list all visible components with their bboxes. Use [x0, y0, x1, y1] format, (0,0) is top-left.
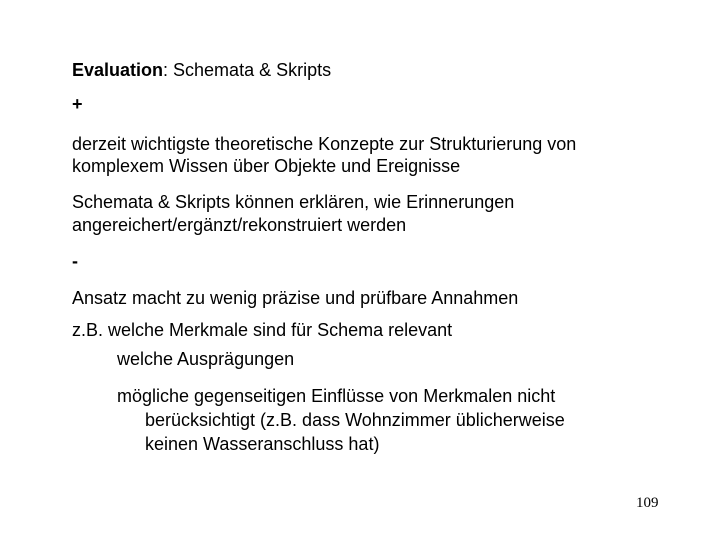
pro-1-line-2: komplexem Wissen über Objekte und Ereignisse [72, 156, 461, 176]
slide-title-rest: : Schemata & Skripts [163, 60, 332, 80]
page-number: 109 [636, 495, 659, 511]
slide-title [72, 59, 331, 82]
example-3-line-2: berücksichtigt (z.B. dass Wohnzimmer üblicherweise [145, 410, 565, 430]
pro-1-line-1: derzeit wichtigste theoretische Konzepte zur Strukturierung von [72, 134, 577, 154]
example-3-line-1: mögliche gegenseitigen Einflüsse von Merkmalen nicht [117, 386, 556, 406]
minus-marker: - [72, 251, 78, 271]
plus-marker: + [72, 94, 83, 114]
con-1: Ansatz macht zu wenig präzise und prüfbare Annahmen [72, 288, 519, 308]
example-3-line-3: keinen Wasseranschluss hat) [145, 434, 380, 454]
example-1: z.B. welche Merkmale sind für Schema relevant [72, 320, 453, 340]
pro-2-line-1: Schemata & Skripts können erklären, wie Erinnerungen [72, 192, 515, 212]
pro-2-line-2: angereichert/ergänzt/rekonstruiert werden [72, 215, 407, 235]
slide-title-bold: Evaluation [72, 60, 164, 80]
example-2: welche Ausprägungen [117, 349, 295, 369]
